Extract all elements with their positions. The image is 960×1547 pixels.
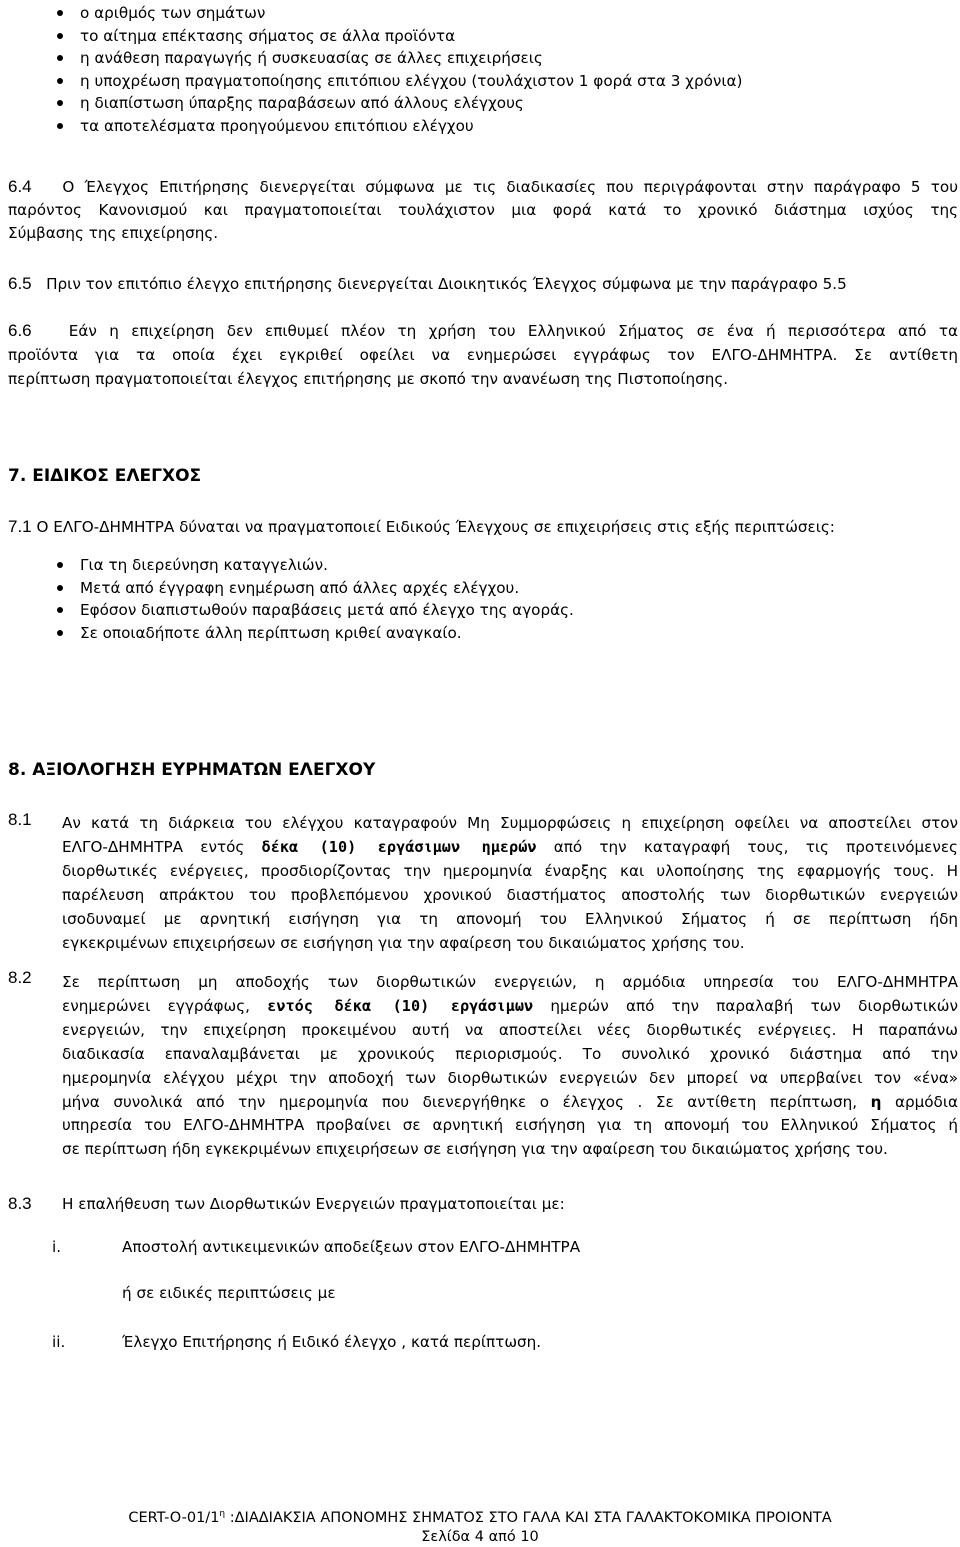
list-item-ii: Έλεγχο Επιτήρησης ή Ειδικό έλεγχο , κατά περίπτωση. bbox=[122, 1333, 542, 1351]
bullet-list-special-checks bbox=[55, 554, 574, 644]
section-number: 6.5 bbox=[8, 274, 32, 293]
page-number: Σελίδα 4 από 10 bbox=[421, 1528, 539, 1545]
footer-document-title bbox=[0, 1505, 960, 1528]
paragraph-line: Ο Έλεγχος Επιτήρησης διενεργείται σύμφωνα με τις διαδικασίες που περιγράφονται στην παράγραφο 5 του bbox=[62, 178, 959, 196]
paragraph-line: ημερομηνία ελέγχου μέχρι την αποδοχή των διορθωτικών ενεργειών δεν μπορεί να υπερβαίνει τον «ένα» bbox=[62, 1068, 958, 1087]
section-number: 8.1 bbox=[8, 810, 32, 829]
paragraph-text: αρμόδια bbox=[881, 1092, 958, 1111]
paragraph-line: προϊόντα για τα οποία έχει εγκριθεί οφείλει να ενημερώσει εγγράφως τον ΕΛΓΟ-ΔΗΜΗΤΡΑ. Σε αντίθετη bbox=[8, 346, 958, 364]
section-number: 8.3 bbox=[8, 1194, 32, 1213]
section-number: 6.4 bbox=[8, 177, 32, 196]
paragraph-line: διαδικασία επαναλαμβάνεται με χρονικούς περιορισμούς. Το συνολικό χρονικό διάστημα από την bbox=[62, 1044, 958, 1063]
list-item: η διαπίστωση ύπαρξης παραβάσεων από άλλους ελέγχους bbox=[55, 92, 742, 115]
paragraph-line: ενεργειών, την επιχείρηση προκειμένου αυτή να αποστείλει νέες διορθωτικές ενέργειες. Η παραπάνω bbox=[62, 1020, 958, 1039]
list-item: η ανάθεση παραγωγής ή συσκευασίας σε άλλες επιχειρήσεις bbox=[55, 47, 742, 70]
section-number: 8.2 bbox=[8, 968, 32, 987]
paragraph-line: Σύμβασης της επιχείρησης. bbox=[8, 224, 219, 242]
list-item: το αίτημα επέκτασης σήματος σε άλλα προϊόντα bbox=[55, 25, 742, 48]
paragraph-line: διορθωτικές ενέργειες, προσδιορίζοντας την ημερομηνία έναρξης και υλοποίησης της εφαρμογής τους. Η bbox=[62, 861, 958, 880]
section-7-1 bbox=[8, 515, 958, 539]
page-footer bbox=[0, 1505, 960, 1547]
paragraph-text: Πριν τον επιτόπιο έλεγχο επιτήρησης διενεργείται Διοικητικός Έλεγχος σύμφωνα με την παράγραφο 5.5 bbox=[46, 275, 847, 293]
emphasis-text: η bbox=[870, 1092, 882, 1111]
section-heading-7: 7. ΕΙΔΙΚΟΣ ΕΛΕΓΧΟΣ bbox=[8, 466, 202, 486]
section-heading-8: 8. ΑΞΙΟΛΟΓΗΣΗ ΕΥΡΗΜΑΤΩΝ ΕΛΕΓΧΟΥ bbox=[8, 760, 376, 780]
emphasis-text: δέκα (10) εργάσιμων ημερών bbox=[261, 837, 537, 856]
list-marker-ii: ii. bbox=[52, 1333, 66, 1351]
footer-title-text: :ΔΙΑΔΙΑΚΣΙΑ ΑΠΟΝΟΜΗΣ ΣΗΜΑΤΟΣ ΣΤΟ ΓΑΛΑ ΚΑΙ ΣΤΑ ΓΑΛΑΚΤΟΚΟΜΙΚΑ ΠΡΟΙΟΝΤΑ bbox=[225, 1509, 832, 1526]
list-item: Εφόσον διαπιστωθούν παραβάσεις μετά από έλεγχο της αγοράς. bbox=[55, 599, 574, 622]
section-6-5 bbox=[8, 272, 958, 296]
paragraph-text: από την καταγραφή τους, τις προτεινόμενες bbox=[536, 837, 958, 856]
list-item-i: Αποστολή αντικειμενικών αποδείξεων στον ΕΛΓΟ-ΔΗΜΗΤΡΑ bbox=[122, 1238, 581, 1256]
list-marker-i: i. bbox=[52, 1238, 62, 1256]
paragraph-line: Εάν η επιχείρηση δεν επιθυμεί πλέον τη χρήση του Ελληνικού Σήματος σε ένα ή περισσότερα από τα bbox=[68, 322, 958, 340]
list-item: Μετά από έγγραφη ενημέρωση από άλλες αρχές ελέγχου. bbox=[55, 577, 574, 600]
footer-superscript: η bbox=[219, 1509, 226, 1519]
paragraph-line: παρόντος Κανονισμού και πραγματοποιείται τουλάχιστον μια φορά κατά το χρονικό διάστημα ισχύος της bbox=[8, 201, 958, 219]
list-connector: ή σε ειδικές περιπτώσεις με bbox=[122, 1284, 336, 1302]
section-8-2 bbox=[62, 971, 958, 1162]
paragraph-line: εγκεκριμένων επιχειρήσεων σε εισήγηση για την αφαίρεση του δικαιώματος χρήσης του. bbox=[62, 933, 745, 952]
section-number: 6.6 bbox=[8, 321, 32, 340]
paragraph-line: ισοδυναμεί με αρνητική εισήγηση για τη απονομή του Ελληνικού Σήματος ή σε περίπτωση ήδη bbox=[62, 909, 958, 928]
paragraph-text: Η επαλήθευση των Διορθωτικών Ενεργειών πραγματοποιείται με: bbox=[62, 1195, 565, 1213]
section-6-6 bbox=[8, 319, 958, 391]
section-8-1 bbox=[62, 812, 958, 955]
paragraph-line: Σε περίπτωση μη αποδοχής των διορθωτικών ενεργειών, η αρμόδια υπηρεσία του ΕΛΓΟ-ΔΗΜΗΤΡΑ bbox=[62, 973, 958, 991]
list-item: η υποχρέωση πραγματοποίησης επιτόπιου ελέγχου (τουλάχιστον 1 φορά στα 3 χρόνια) bbox=[55, 70, 742, 93]
list-item: ο αριθμός των σημάτων bbox=[55, 2, 742, 25]
paragraph-line: υπηρεσία του ΕΛΓΟ-ΔΗΜΗΤΡΑ προβαίνει σε αρνητική εισήγηση για τη απονομή του Ελληνικού Σήματος ή bbox=[62, 1116, 958, 1135]
emphasis-text: εντός δέκα (10) εργάσιμων bbox=[267, 996, 534, 1015]
paragraph-line: σε περίπτωση ήδη εγκεκριμένων επιχειρήσεων σε εισήγηση για την αφαίρεση του δικαιώματος χρήσης του. bbox=[62, 1140, 888, 1159]
paragraph-text: Ο ΕΛΓΟ-ΔΗΜΗΤΡΑ δύναται να πραγματοποιεί Ειδικούς Έλεγχους σε επιχειρήσεις στις εξής περιπτώσεις: bbox=[36, 518, 835, 536]
paragraph-text: ενημερώνει εγγράφως, bbox=[62, 996, 268, 1015]
paragraph-text: ημερών από την παραλαβή των διορθωτικών bbox=[533, 996, 958, 1015]
list-item: τα αποτελέσματα προηγούμενου επιτόπιου ελέγχου bbox=[55, 115, 742, 138]
paragraph-text: μήνα συνολικά από την ημερομηνία που διενεργήθηκε ο έλεγχος . Σε αντίθετη περίπτωση, bbox=[62, 1092, 871, 1111]
paragraph-line: Αν κατά τη διάρκεια του ελέγχου καταγραφούν Μη Συμμορφώσεις η επιχείρηση οφείλει να αποστείλει στον bbox=[62, 814, 958, 832]
paragraph-text: ΕΛΓΟ-ΔΗΜΗΤΡΑ εντός bbox=[62, 837, 262, 856]
list-item: Σε οποιαδήποτε άλλη περίπτωση κριθεί αναγκαίο. bbox=[55, 622, 574, 645]
list-item: Για τη διερεύνηση καταγγελιών. bbox=[55, 554, 574, 577]
document-code: CERT-O-01/1 bbox=[128, 1509, 220, 1526]
section-number: 7.1 bbox=[8, 517, 32, 536]
bullet-list-criteria bbox=[55, 2, 742, 138]
paragraph-line: παρέλευση απράκτου του προβλεπόμενου χρονικού διαστήματος αποστολής των διορθωτικών ενεργειών bbox=[62, 885, 958, 904]
section-6-4 bbox=[8, 175, 958, 245]
paragraph-line: περίπτωση πραγματοποιείται έλεγχος επιτήρησης με σκοπό την ανανέωση της Πιστοποίησης. bbox=[8, 370, 729, 388]
